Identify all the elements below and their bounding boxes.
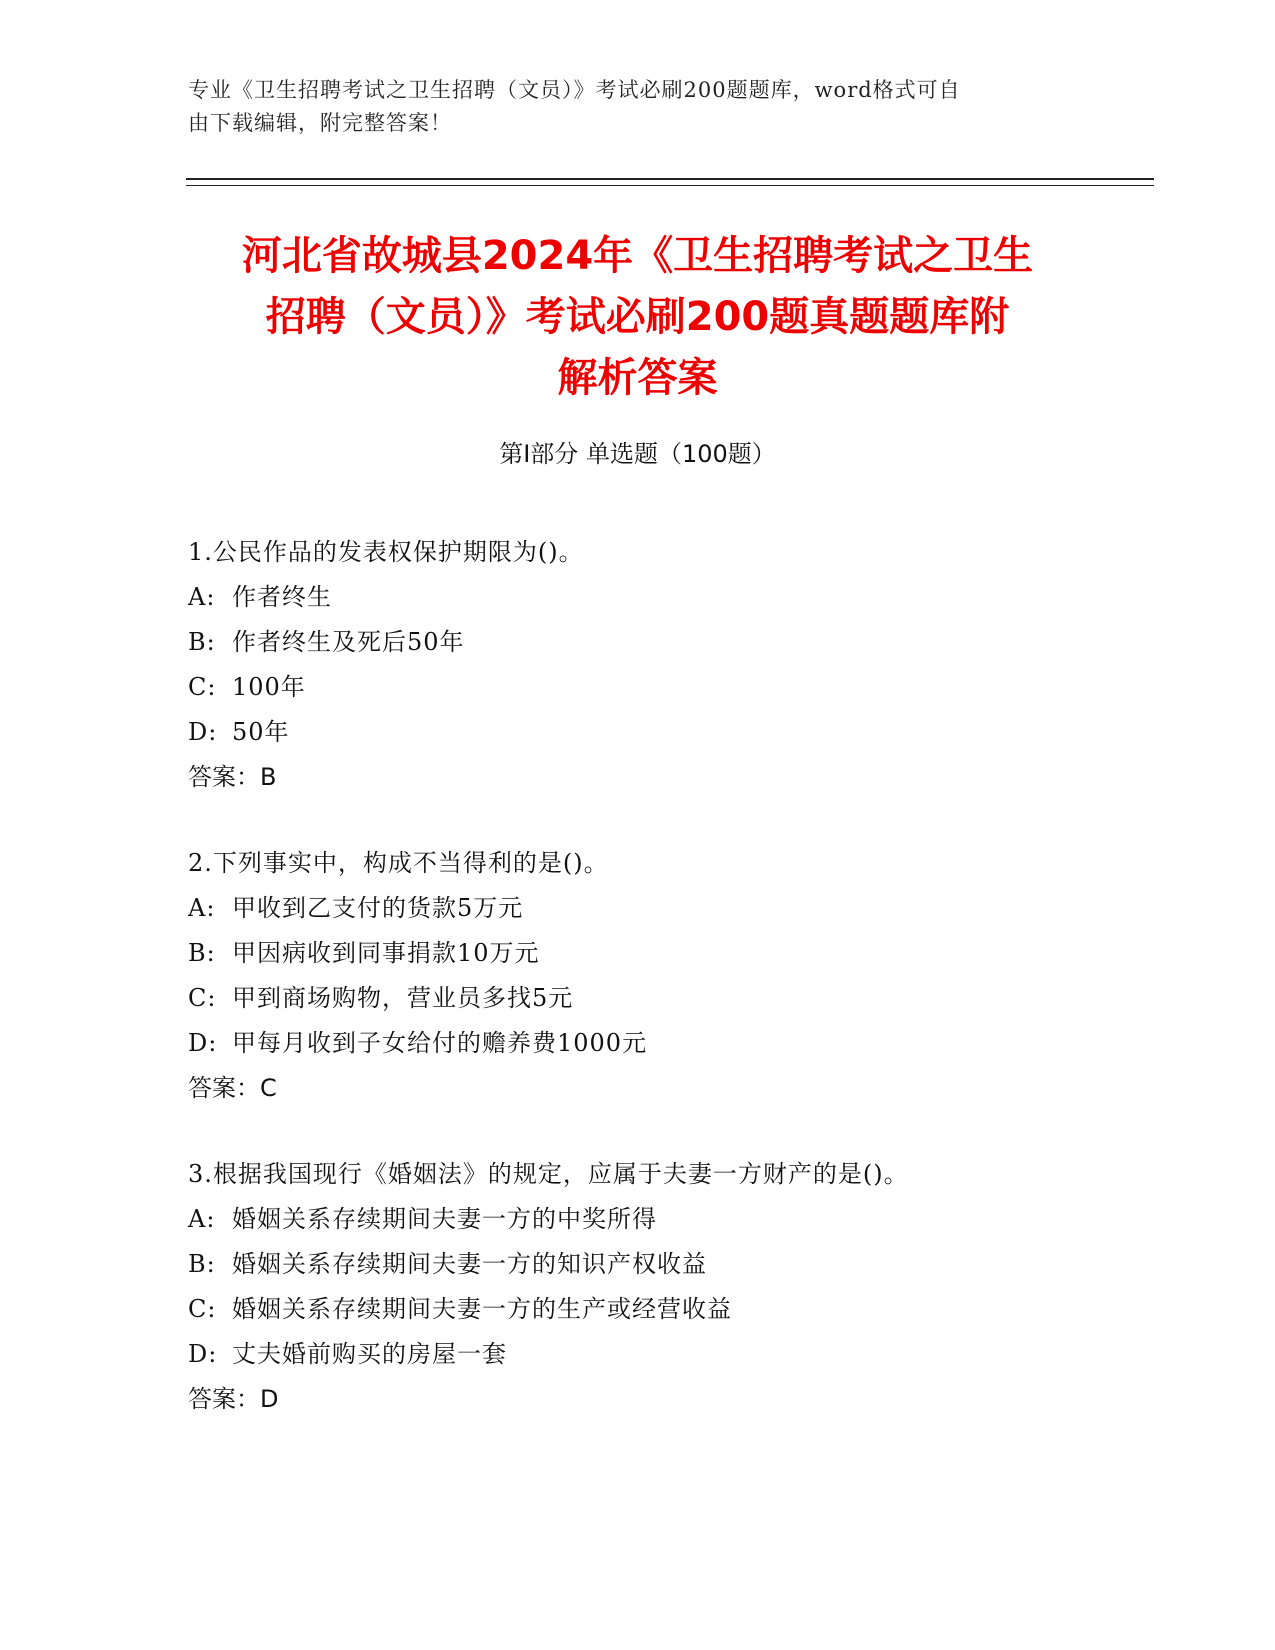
option-letter: C: [188,1295,217,1323]
header-note-line: 由下载编辑，附完整答案！ [188,111,452,135]
header-note-line: 专业《卫生招聘考试之卫生招聘（文员）》考试必刷200题题库，word格式可自 [188,78,961,102]
option-b [188,1242,1148,1287]
option-c [188,665,1148,710]
option-letter: B: [188,939,216,967]
option-text: 婚姻关系存续期间夫妻一方的生产或经营收益 [232,1295,732,1323]
title-line: 河北省故城县2024年《卫生招聘考试之卫生 [241,233,1034,279]
question-list [188,530,1148,1463]
option-letter: B: [188,628,216,656]
option-a [188,886,1148,931]
option-letter: A: [188,1205,216,1233]
option-text: 50年 [232,718,290,746]
option-letter: A: [188,583,216,611]
option-d [188,1332,1148,1377]
option-text: 婚姻关系存续期间夫妻一方的中奖所得 [232,1205,657,1233]
question-item [188,530,1148,800]
title-line: 解析答案 [557,355,718,401]
header-divider [186,185,1154,186]
option-text: 婚姻关系存续期间夫妻一方的知识产权收益 [232,1250,707,1278]
section-heading: 第Ⅰ部分 单选题（100题） [499,440,776,468]
header-divider [186,178,1154,180]
option-letter: C: [188,984,217,1012]
option-text: 甲到商场购物，营业员多找5元 [232,984,574,1012]
option-text: 作者终生及死后50年 [232,628,465,656]
option-letter: D: [188,1029,218,1057]
option-letter: A: [188,894,216,922]
option-letter: C: [188,673,217,701]
option-c [188,1287,1148,1332]
option-c [188,976,1148,1021]
option-text: 甲收到乙支付的货款5万元 [232,894,524,922]
answer-label: 答案：C [188,1074,277,1102]
header-note [188,74,1068,140]
option-b [188,620,1148,665]
option-a [188,575,1148,620]
question-stem: 1.公民作品的发表权保护期限为()。 [188,538,584,566]
option-letter: D: [188,1340,218,1368]
option-d [188,1021,1148,1066]
question-stem: 3.根据我国现行《婚姻法》的规定，应属于夫妻一方财产的是()。 [188,1160,909,1188]
question-stem: 2.下列事实中，构成不当得利的是()。 [188,849,609,877]
option-text: 丈夫婚前购买的房屋一套 [232,1340,507,1368]
question-item [188,841,1148,1111]
option-letter: B: [188,1250,216,1278]
option-text: 作者终生 [232,583,332,611]
answer-label: 答案：D [188,1385,279,1413]
option-text: 甲因病收到同事捐款10万元 [232,939,540,967]
option-letter: D: [188,718,218,746]
document-title [150,226,1125,409]
option-text: 100年 [232,673,306,701]
option-text: 甲每月收到子女给付的赡养费1000元 [232,1029,648,1057]
title-line: 招聘（文员）》考试必刷200题真题题库附 [265,294,1010,340]
answer-label: 答案：B [188,763,277,791]
option-a [188,1197,1148,1242]
option-d [188,710,1148,755]
question-item [188,1152,1148,1422]
option-b [188,931,1148,976]
